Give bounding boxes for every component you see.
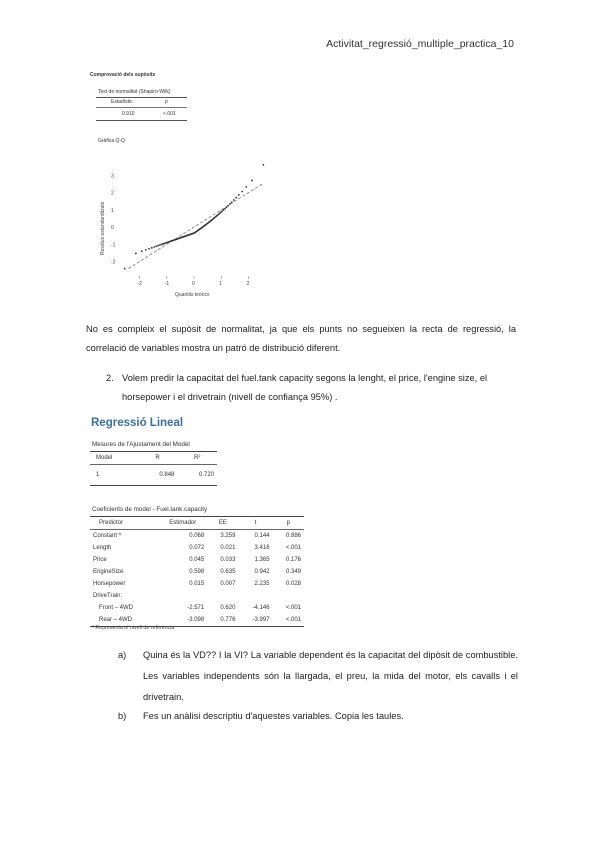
fit-header-model: Model xyxy=(96,455,113,461)
qq-point xyxy=(224,208,226,210)
table-row: Horsepower 0.015 0.007 2.235 0.028 xyxy=(93,581,301,587)
document-header: Activitat_regressió_multiple_practica_10 xyxy=(326,38,514,50)
qq-plot-title: Gràfica Q-Q xyxy=(98,138,125,144)
qq-point xyxy=(151,247,153,249)
normality-test-title: Test de normalitat (Shapiro-Wilk) xyxy=(98,89,171,95)
qq-ytick-label: 3 xyxy=(111,173,114,180)
normality-table-rule-mid xyxy=(96,107,187,108)
qq-point xyxy=(245,186,247,188)
qq-point xyxy=(241,191,243,193)
table-row: Price 0.045 0.033 1.365 0.176 xyxy=(93,557,301,563)
fit-cell: 0.720 xyxy=(198,472,214,478)
qq-xtick-label: 2 xyxy=(246,281,250,287)
normality-p-value: <.001 xyxy=(163,111,176,117)
coefficients-footnote: ª Representa el nivell de referència xyxy=(92,625,175,631)
subquestion-a xyxy=(118,645,518,708)
qq-point xyxy=(226,206,228,208)
qq-point xyxy=(155,245,157,247)
coef-header: EE xyxy=(218,520,227,526)
fit-header-r: R xyxy=(155,455,160,461)
qq-point xyxy=(262,164,264,166)
fit-cell: 0.848 xyxy=(159,472,175,478)
qq-ytick-label: 2 xyxy=(111,190,114,197)
qq-point xyxy=(229,203,231,205)
normality-table-rule-bottom xyxy=(96,120,187,121)
table-row: EngineSize 0.598 0.635 0.942 0.349 xyxy=(93,569,301,575)
coefficients-table xyxy=(90,516,304,627)
qq-point xyxy=(227,205,229,207)
qq-point xyxy=(141,250,143,252)
qq-reference-line xyxy=(128,184,262,269)
fit-header-r2: R² xyxy=(194,455,201,461)
coef-header: t xyxy=(254,520,257,526)
subquestion-b xyxy=(118,706,518,727)
qq-point xyxy=(233,199,235,201)
qq-point xyxy=(145,249,147,251)
question-2 xyxy=(106,369,518,407)
qq-point xyxy=(135,252,137,254)
table-row: Constant ª 0.068 3.259 0.144 0.886 xyxy=(90,530,304,543)
subquestion-a-text: Quina és la VD?? I la VI? La variable dependent és la capacitat del dipòsit de combustible. Les variables independents són la llargada, el preu, la mida del motor, els cavalls i el drivetrain. xyxy=(143,650,518,702)
qq-point xyxy=(231,201,233,203)
qq-point xyxy=(223,209,225,211)
qq-point xyxy=(238,194,240,196)
qq-xtick-label: 1 xyxy=(219,281,223,287)
qq-ylabel: Residus estandarditzats xyxy=(100,201,106,256)
question-2-text: Volem predir la capacitat del fuel.tank capacity segons la lenght, el price, l'engine size, el horsepower i el drivetrain (nivell de confiança 95%) . xyxy=(122,373,488,402)
question-2-number: 2. xyxy=(106,373,114,383)
qq-marks xyxy=(111,164,264,287)
table-row: Rear – 4WD -3.098 0.776 -3.997 <.001 xyxy=(99,617,301,623)
table-row: DriveTrain: xyxy=(93,593,123,599)
coef-header: p xyxy=(286,520,290,526)
normality-table-rule-top xyxy=(96,97,187,98)
qq-point xyxy=(221,210,223,212)
coef-header: Estimador xyxy=(169,520,197,526)
qq-xtick-label: -2 xyxy=(137,281,142,287)
subquestion-a-label: a) xyxy=(118,650,127,660)
assumptions-title: Comprovació dels supòsits xyxy=(90,72,156,78)
model-fit-table xyxy=(90,451,217,486)
qq-xlabel: Quantils teòrics xyxy=(175,292,210,298)
subquestion-b-label: b) xyxy=(118,711,127,721)
qq-ytick-label: 0 xyxy=(111,225,114,232)
normality-col-stat: Estadístic xyxy=(111,99,133,105)
coef-header: Predictor xyxy=(99,520,124,526)
qq-ytick-label: -1 xyxy=(111,242,116,249)
qq-xtick-label: 0 xyxy=(192,281,195,287)
table-row: Front – 4WD -2.571 0.620 -4.146 <.001 xyxy=(99,605,301,611)
coefficients-title: Coeficients de model - Fuel.tank.capacity xyxy=(92,506,208,513)
regression-heading: Regressió Lineal xyxy=(91,417,184,429)
qq-ytick-label: 1 xyxy=(111,207,114,214)
qq-point xyxy=(124,268,126,270)
fit-cell: 1 xyxy=(96,472,100,478)
normality-conclusion-paragraph: No es compleix el supòsit de normalitat, ja que els punts no segueixen la recta de regressió, la correlació de variables mostra un patró de distribució diferent. xyxy=(86,324,516,353)
normality-stat-value: 0.910 xyxy=(122,111,135,117)
normality-col-p: p xyxy=(165,99,168,105)
qq-point xyxy=(235,197,237,199)
qq-ytick-label: -2 xyxy=(111,259,116,266)
qq-point xyxy=(251,180,253,182)
qq-plot xyxy=(95,150,280,302)
qq-xtick-label: -1 xyxy=(164,281,170,287)
qq-point xyxy=(157,245,159,247)
qq-point xyxy=(159,244,161,246)
subquestion-b-text: Fes un anàlisi descriptiu d'aquestes variables. Copia les taules. xyxy=(143,711,404,721)
qq-point xyxy=(153,246,155,248)
qq-point xyxy=(148,248,150,250)
model-fit-title: Mesures de l'Ajustament del Model xyxy=(92,441,190,448)
table-row: Length 0.072 0.021 3.416 <.001 xyxy=(93,545,301,551)
